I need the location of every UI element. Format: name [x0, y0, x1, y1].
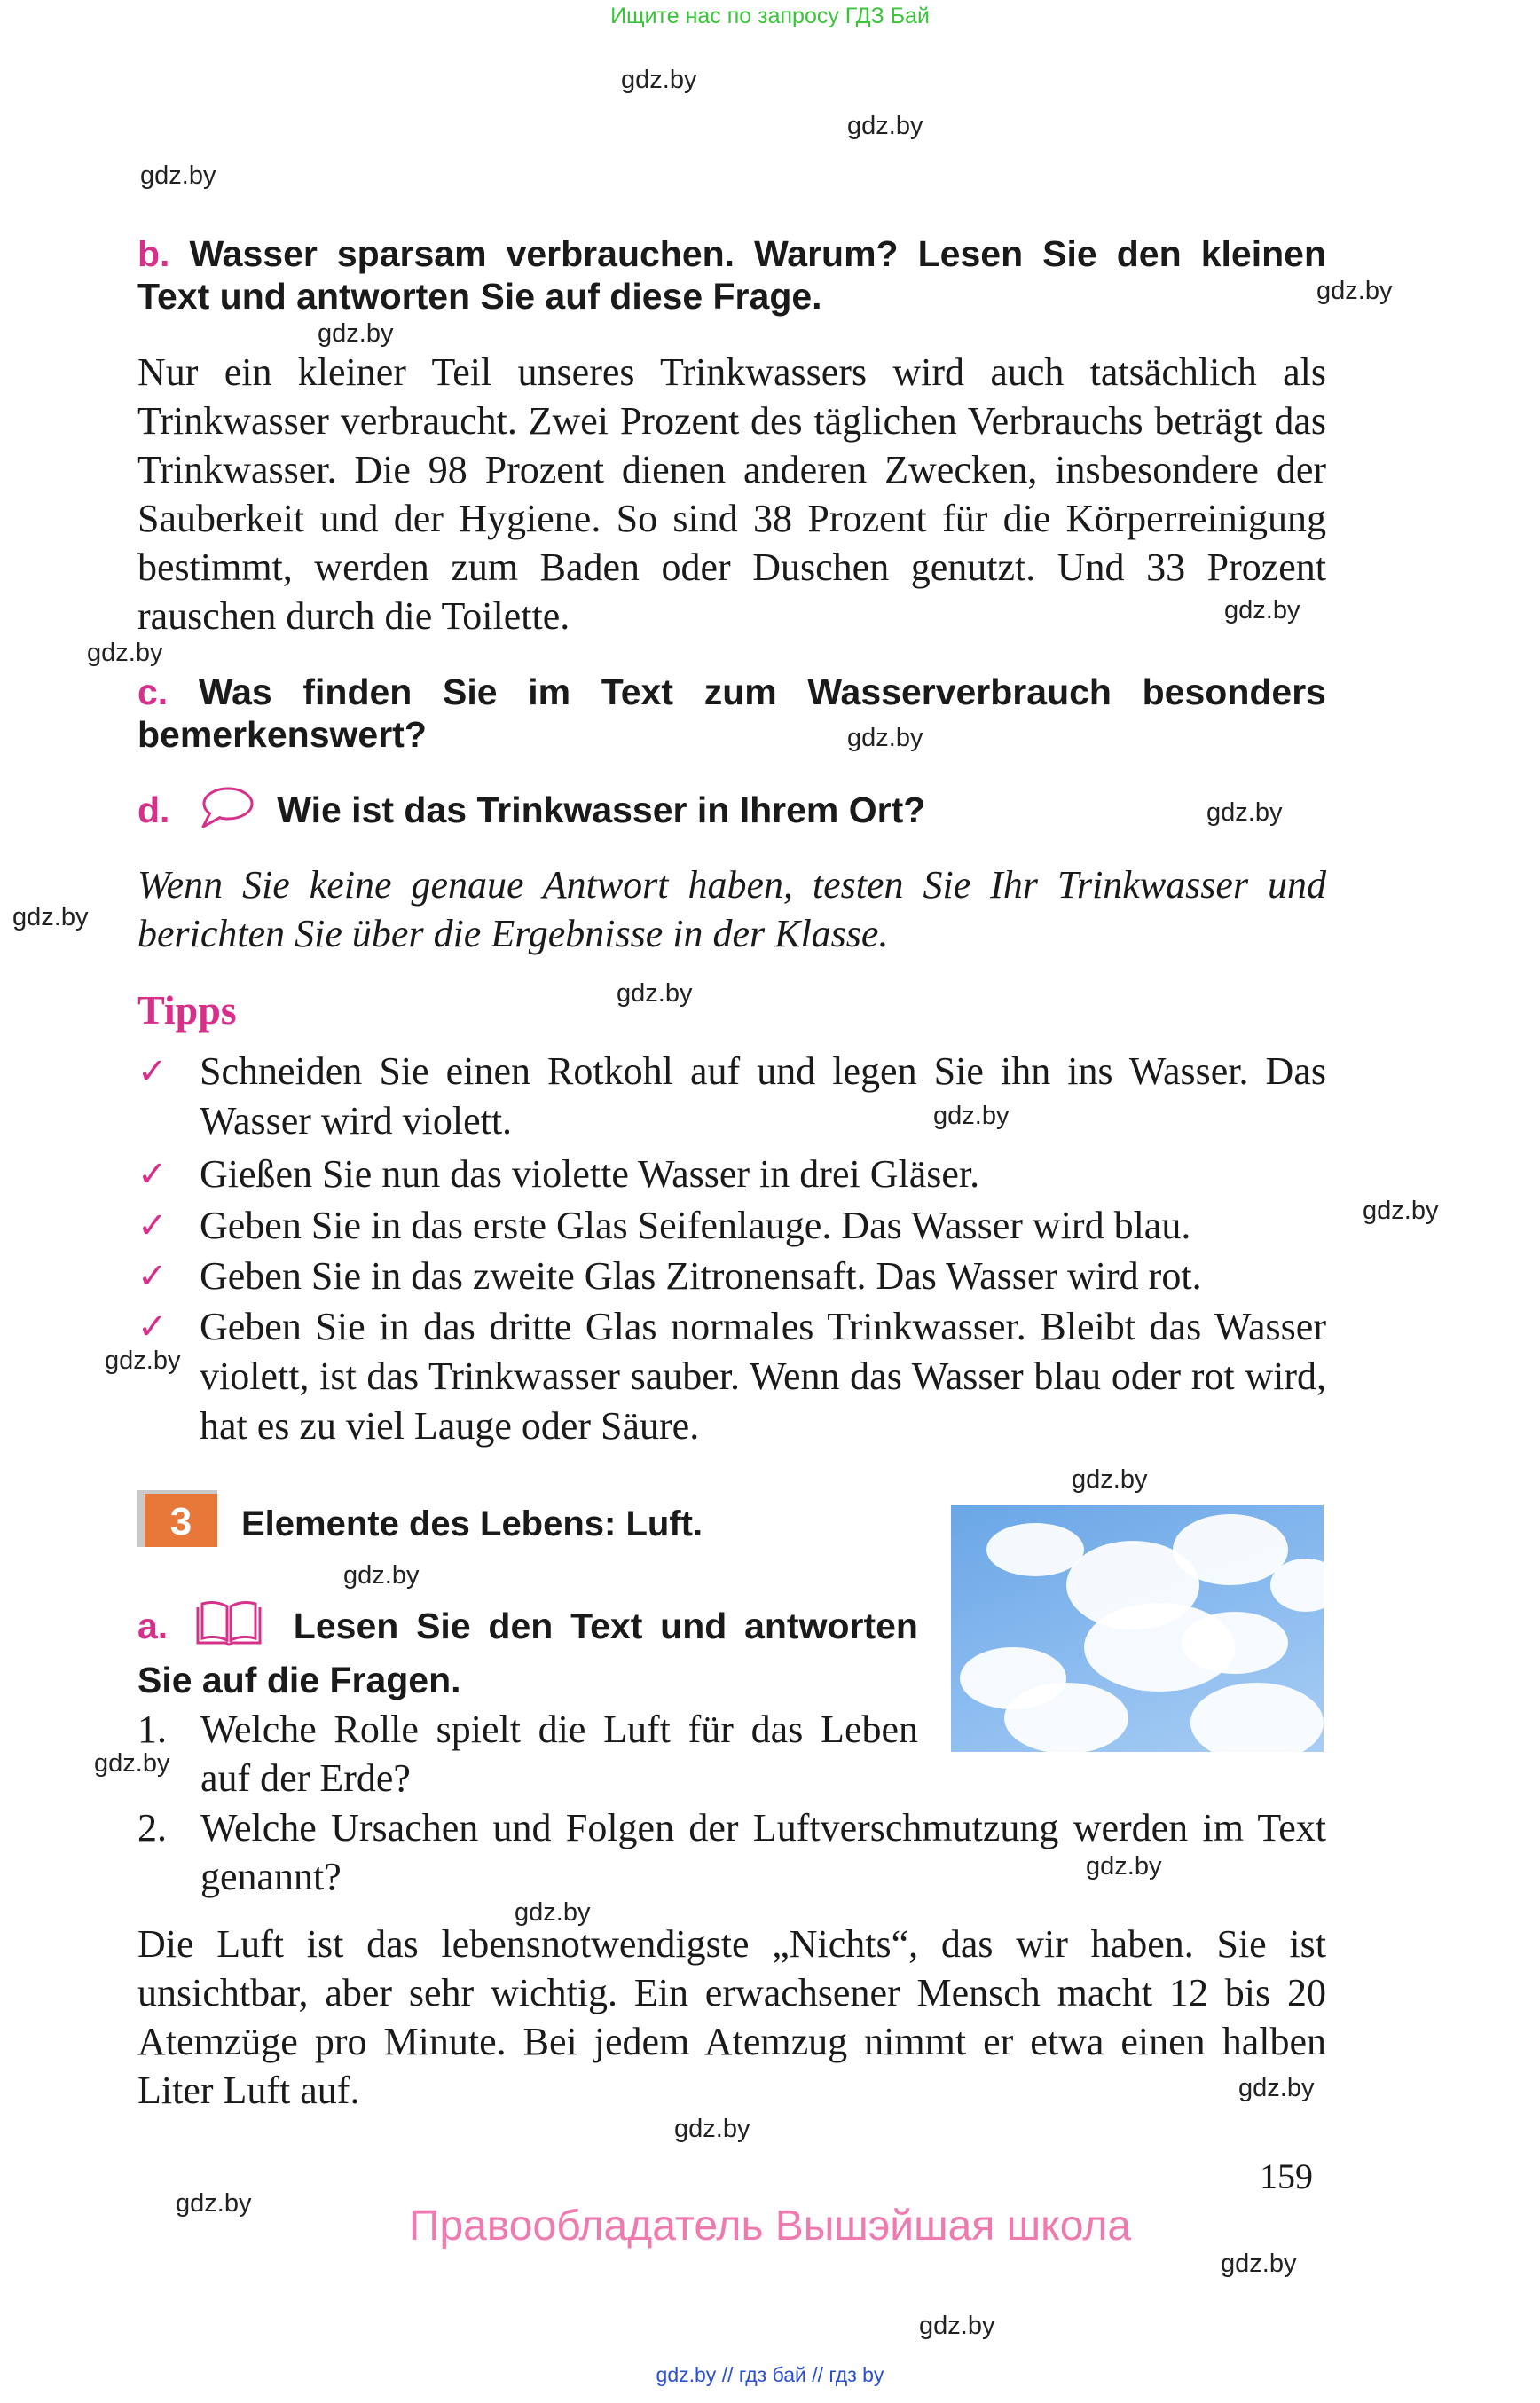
tip-text: Geben Sie in das zweite Glas Zitronensaft. Das Wasser wird rot. [200, 1254, 1202, 1298]
watermark: gdz.by [94, 1749, 170, 1778]
section-title: Elemente des Lebens: Luft. [241, 1504, 703, 1543]
watermark: gdz.by [1238, 2074, 1315, 2102]
question-item [138, 1705, 918, 1802]
watermark: gdz.by [847, 724, 923, 752]
tip-item [138, 1201, 1326, 1251]
watermark: gdz.by [621, 66, 697, 94]
watermark: gdz.by [140, 161, 216, 190]
question-number: 2. [138, 1806, 167, 1849]
tip-item [138, 1252, 1326, 1301]
watermark: gdz.by [1206, 798, 1283, 827]
watermark: gdz.by [87, 639, 163, 667]
watermark: gdz.by [343, 1561, 420, 1590]
watermark: gdz.by [1072, 1465, 1148, 1494]
watermark: gdz.by [847, 112, 923, 140]
task-letter: d. [138, 789, 170, 830]
tipps-title: Tipps [138, 987, 237, 1033]
page-number: 159 [1260, 2156, 1313, 2196]
check-icon: ✓ [138, 1307, 168, 1347]
task-3a-text [138, 1920, 1326, 2115]
task-letter: a. [138, 1605, 169, 1646]
question-number: 1. [138, 1708, 167, 1751]
paragraph: Die Luft ist das lebensnotwendigste „Nichts“, das wir haben. Sie ist unsichtbar, aber sehr wichtig. Ein erwachsener Mensch macht 12 bis 20 Atemzüge pro Minute. Bei jedem Atemzug nimmt er etwa einen halben Liter Luft auf. [138, 1922, 1326, 2112]
watermark: gdz.by [1221, 2250, 1297, 2278]
watermark: gdz.by [919, 2312, 995, 2340]
task-b-prompt: Wasser sparsam verbrauchen. Warum? Lesen Sie den kleinen Text und antworten Sie auf diese Frage. [138, 233, 1326, 317]
sky-clouds-photo [951, 1505, 1324, 1752]
watermark: gdz.by [12, 903, 89, 931]
watermark: gdz.by [674, 2115, 750, 2143]
task-d-instruction [138, 860, 1326, 958]
watermark: gdz.by [515, 1898, 591, 1927]
task-c-prompt: Was finden Sie im Text zum Wasserverbrauch besonders bemerkenswert? [138, 671, 1326, 755]
task-d-prompt: Wie ist das Trinkwasser in Ihrem Ort? [277, 789, 926, 830]
question-text: Welche Ursachen und Folgen der Luftverschmutzung werden im Text genannt? [200, 1806, 1326, 1898]
task-letter: b. [138, 233, 170, 274]
section-number-badge: 3 [138, 1490, 217, 1547]
task-letter: c. [138, 671, 169, 712]
watermark: gdz.by [318, 319, 394, 348]
tip-item [138, 1150, 1326, 1199]
watermark: gdz.by [933, 1102, 1010, 1130]
tip-text: Gießen Sie nun das violette Wasser in drei Gläser. [200, 1152, 980, 1196]
watermark: gdz.by [617, 979, 693, 1008]
tip-text: Geben Sie in das erste Glas Seifenlauge. Das Wasser wird blau. [200, 1204, 1191, 1247]
task-3a-prompt: Lesen Sie den Text und antworten Sie auf die Fragen. [138, 1605, 918, 1700]
paragraph: Wenn Sie keine genaue Antwort haben, testen Sie Ihr Trinkwasser und berichten Sie über die Ergebnisse in der Klasse. [138, 863, 1326, 955]
paragraph: Nur ein kleiner Teil unseres Trinkwassers wird auch tatsächlich als Trinkwasser verbraucht. Zwei Prozent des täglichen Verbrauchs beträgt das Trinkwasser. Die 98 Prozent dienen anderen Zwecken, insbesondere der Sauberkeit und der Hygiene. So sind 38 Prozent für die Körperreinigung bestimmt, werden zum Baden oder Duschen genutzt. Und 33 Prozent rauschen durch die Toilette. [138, 350, 1326, 638]
watermark: gdz.by [105, 1347, 181, 1375]
question-text: Welche Rolle spielt die Luft für das Leben auf der Erde? [200, 1708, 918, 1800]
tip-text: Schneiden Sie einen Rotkohl auf und legen Sie ihn ins Wasser. Das Wasser wird violett. [200, 1049, 1326, 1143]
task-3a-heading [138, 1598, 918, 1701]
watermark: gdz.by [1086, 1852, 1162, 1881]
watermark: gdz.by [1363, 1197, 1439, 1225]
open-book-icon [194, 1598, 263, 1659]
check-icon: ✓ [138, 1051, 168, 1092]
watermark: gdz.by [176, 2189, 252, 2218]
watermark: gdz.by [1316, 277, 1393, 305]
top-banner[interactable]: Ищите нас по запросу ГДЗ Бай [610, 4, 930, 28]
watermark: gdz.by [1224, 596, 1300, 624]
task-b-heading [138, 232, 1326, 318]
task-b-text [138, 348, 1326, 640]
footer-links[interactable]: gdz.by // гдз бай // гдз by [656, 2363, 884, 2386]
task-d-heading [138, 784, 1326, 841]
check-icon: ✓ [138, 1256, 168, 1297]
task-c-heading [138, 671, 1326, 756]
speech-bubble-icon [198, 784, 255, 841]
check-icon: ✓ [138, 1154, 168, 1195]
copyright-holder: Правообладатель Вышэйшая школа [408, 2203, 1132, 2250]
tip-text: Geben Sie in das dritte Glas normales Trinkwasser. Bleibt das Wasser violett, ist das Trinkwasser sauber. Wenn das Wasser blau oder rot wird, hat es zu viel Lauge oder Säure. [200, 1305, 1326, 1448]
check-icon: ✓ [138, 1205, 168, 1246]
tip-item [138, 1047, 1326, 1146]
tip-item [138, 1302, 1326, 1451]
question-item [138, 1803, 1326, 1901]
